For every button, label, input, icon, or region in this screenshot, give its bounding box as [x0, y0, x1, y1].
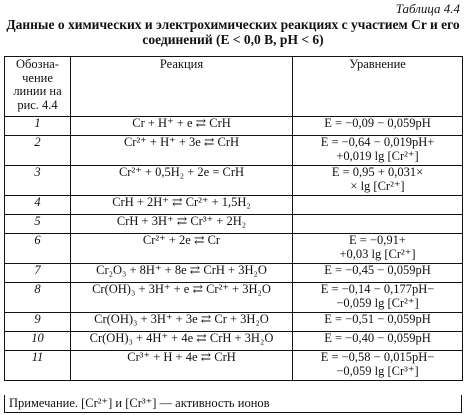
table-row	[5, 196, 463, 215]
reaction-text: Cr(OH)₃ + 3H⁺ + e ⇄ Cr²⁺ + 3H₂O	[92, 282, 271, 296]
table-row	[5, 264, 463, 283]
title-line-1: Данные о химических и электрохимических реакциях с участием Cr и его	[6, 17, 460, 32]
table-row	[5, 215, 463, 234]
table-row	[5, 332, 463, 351]
row-reaction	[71, 283, 293, 313]
table-row	[5, 117, 463, 136]
row-reaction	[71, 264, 293, 283]
header-equation: Уравнение	[293, 57, 463, 117]
table-number: Таблица 4.4	[395, 1, 460, 16]
row-equation	[293, 136, 463, 166]
equation-line: E = −0,09 − 0,059pH	[324, 116, 431, 130]
row-equation	[293, 264, 463, 283]
row-line-number: 4	[5, 196, 71, 215]
equation-line: E = −0,14 − 0,177pH−	[320, 282, 435, 296]
row-equation	[293, 215, 463, 234]
row-line-number: 5	[5, 215, 71, 234]
table-row	[5, 166, 463, 196]
header-line-3: линии на	[13, 84, 62, 98]
row-reaction	[71, 234, 293, 264]
row-reaction	[71, 166, 293, 196]
row-reaction	[71, 136, 293, 166]
reaction-text: Cr²⁺ + 2e ⇄ Cr	[142, 233, 221, 247]
row-equation	[293, 196, 463, 215]
reaction-text: Cr(OH)₃ + 4H⁺ + 4e ⇄ CrH + 3H₂O	[89, 331, 274, 345]
table-row	[5, 313, 463, 332]
table-note	[4, 395, 462, 413]
reaction-text: Cr²⁺ + 0,5H₂ + 2e = CrH	[118, 165, 245, 179]
row-equation	[293, 332, 463, 351]
row-line-number: 11	[5, 351, 71, 381]
equation-line: E = −0,51 − 0,059pH	[324, 312, 431, 326]
equation-line: E = −0,64 − 0,019pH+	[320, 135, 435, 149]
row-equation	[293, 351, 463, 381]
header-line-2: чение	[22, 70, 53, 85]
note-text: Примечание. [Cr²⁺] и [Cr³⁺] — активность ионов	[9, 396, 270, 410]
equation-line: × lg [Cr²⁺]	[350, 178, 405, 193]
header-line-4: рис. 4.4	[17, 97, 58, 112]
reaction-text: Cr³⁺ + H + 4e ⇄ CrH	[127, 350, 236, 364]
row-line-number: 3	[5, 166, 71, 196]
reaction-text: Cr₂O₃ + 8H⁺ + 8e ⇄ CrH + 3H₂O	[96, 263, 267, 277]
row-reaction	[71, 215, 293, 234]
equation-line: +0,03 lg [Cr²⁺]	[339, 246, 416, 261]
equation-line: E = −0,40 − 0,059pH	[324, 331, 431, 345]
row-line-number: 2	[5, 136, 71, 166]
row-equation	[293, 117, 463, 136]
reaction-text: CrH + 3H⁺ ⇄ Cr³⁺ + 2H₂	[116, 214, 247, 228]
reaction-text: Cr(OH)₃ + 3H⁺ + 3e ⇄ Cr + 3H₂O	[94, 312, 269, 326]
row-equation	[293, 166, 463, 196]
reaction-text: Cr²⁺ + H⁺ + 3e ⇄ CrH	[123, 135, 240, 149]
reactions-table	[4, 56, 463, 381]
row-line-number: 7	[5, 264, 71, 283]
row-reaction	[71, 313, 293, 332]
row-line-number: 9	[5, 313, 71, 332]
table-header-row	[5, 57, 463, 117]
row-line-number: 1	[5, 117, 71, 136]
table-row	[5, 283, 463, 313]
table-row	[5, 234, 463, 264]
row-equation	[293, 313, 463, 332]
row-reaction	[71, 117, 293, 136]
equation-line: E = 0,95 + 0,031×	[331, 165, 424, 179]
equation-line: −0,059 lg [Cr²⁺]	[336, 295, 419, 310]
table-row	[5, 351, 463, 381]
row-reaction	[71, 332, 293, 351]
row-line-number: 6	[5, 234, 71, 264]
equation-line: E = −0,58 − 0,015pH−	[320, 350, 435, 364]
header-reaction: Реакция	[71, 57, 293, 117]
table-body	[5, 117, 463, 381]
row-equation	[293, 234, 463, 264]
equation-line: E = −0,91+	[349, 233, 406, 247]
table-title	[4, 17, 462, 47]
header-line-designation	[5, 57, 71, 117]
reaction-text: CrH + 2H⁺ ⇄ Cr²⁺ + 1,5H₂	[112, 195, 251, 209]
equation-line: −0,059 lg [Cr³⁺]	[336, 363, 419, 378]
reaction-text: Cr + H⁺ + e ⇄ CrH	[132, 116, 231, 130]
row-line-number: 8	[5, 283, 71, 313]
row-equation	[293, 283, 463, 313]
row-reaction	[71, 196, 293, 215]
row-reaction	[71, 351, 293, 381]
table-row	[5, 136, 463, 166]
equation-line: E = −0,45 − 0,059pH	[324, 263, 431, 277]
header-line-1: Обозна-	[16, 57, 59, 71]
row-line-number: 10	[5, 332, 71, 351]
title-line-2: соединений (E < 0,0 В, pH < 6)	[142, 32, 324, 47]
equation-line: +0,019 lg [Cr²⁺]	[336, 148, 419, 163]
